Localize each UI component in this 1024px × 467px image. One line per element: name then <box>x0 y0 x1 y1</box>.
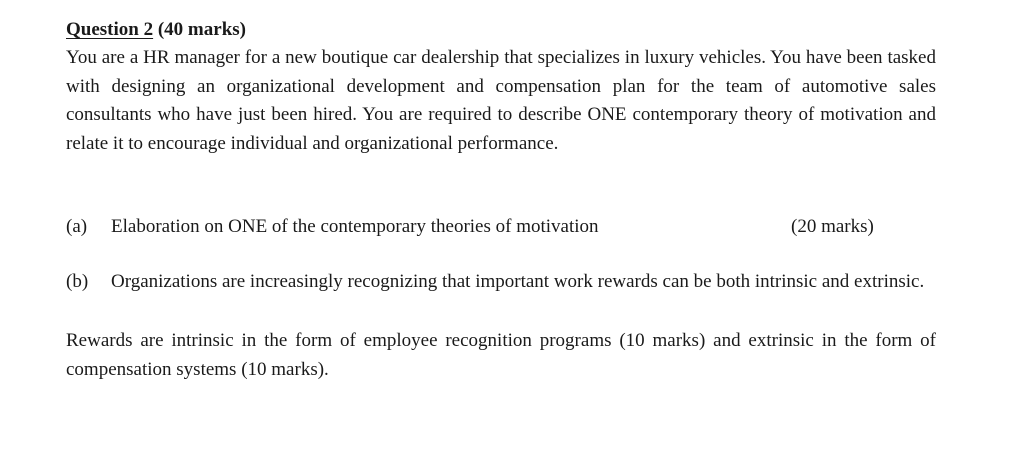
part-b <box>66 268 936 297</box>
part-a-marks: (20 marks) <box>791 216 874 238</box>
question-marks: (40 marks) <box>157 19 246 40</box>
question-heading <box>66 16 936 44</box>
part-b-label: (b) <box>66 271 89 293</box>
question-intro: You are a HR manager for a new boutique car dealership that specializes in luxury vehicles. You have been tasked with designing an organizational development and compensation plan for the team of automotive sales consultants who have just been hired. You are required to describe ONE contemporary theory of motivation and relate it to encourage individual and organizational performance. <box>66 47 936 154</box>
part-b-text: Organizations are increasingly recognizing that important work rewards can be both intrinsic and extrinsic. <box>111 271 925 293</box>
part-a-label: (a) <box>66 216 88 238</box>
part-a <box>66 213 936 241</box>
document-page <box>66 16 936 384</box>
rewards-paragraph: Rewards are intrinsic in the form of employee recognition programs (10 marks) and extrinsic in the form of compensation systems (10 marks). <box>66 329 936 380</box>
part-a-text: Elaboration on ONE of the contemporary theories of motivation <box>111 216 599 238</box>
question-title: Question 2 <box>66 19 154 40</box>
